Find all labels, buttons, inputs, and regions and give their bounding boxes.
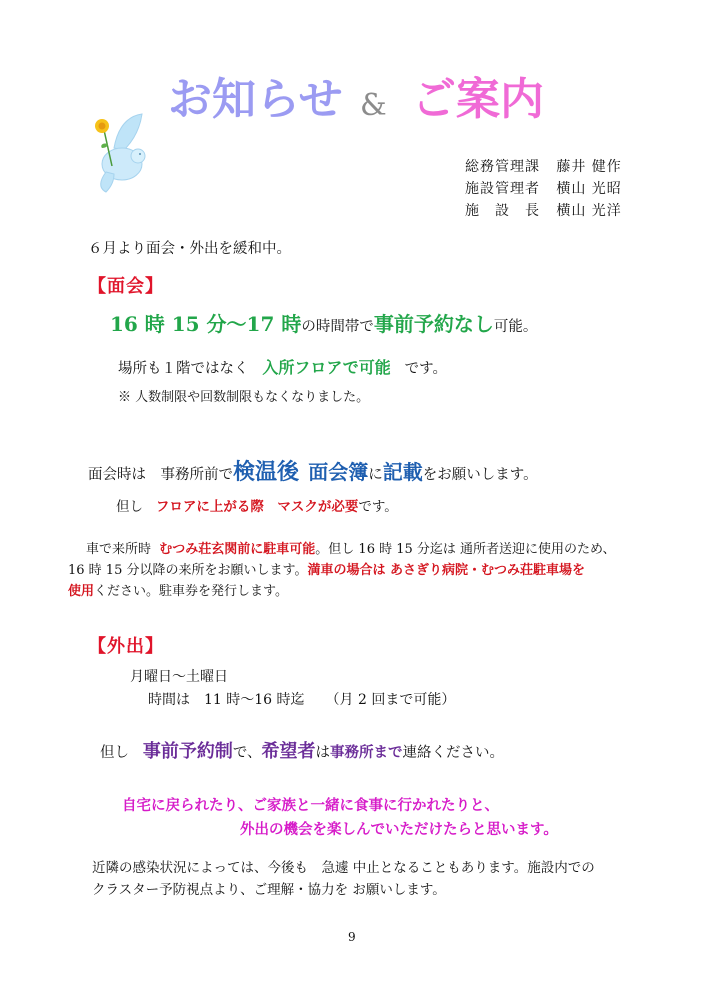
- staff-name: 藤井 健作: [556, 159, 622, 175]
- dove-with-flower-icon: [84, 108, 156, 194]
- title-left: お知らせ: [168, 74, 343, 125]
- visit-car-p1: 車で来所時: [86, 542, 152, 557]
- visit-time-line: [110, 314, 537, 337]
- staff-row: [465, 200, 622, 222]
- visit-car-h2: 満車の場合は あさぎり病院・むつみ荘駐車場を: [307, 563, 585, 578]
- visit-req-suffix: をお願いします。: [422, 467, 538, 483]
- visit-place-prefix: 場所も１階ではなく: [118, 361, 249, 377]
- visit-car-line-1: [86, 540, 616, 560]
- visit-mask-line: [116, 497, 398, 517]
- visit-car-p4: ください。駐車券を発行します。: [94, 584, 288, 599]
- visit-possible: 可能。: [493, 319, 538, 335]
- outing-cond-suffix: 連絡ください。: [402, 745, 505, 761]
- title-right: ご案内: [412, 74, 544, 125]
- visit-heading: 【面会】: [88, 276, 164, 297]
- visit-no-reservation: 事前予約なし: [373, 312, 494, 336]
- visit-mask-highlight: フロアに上がる際 マスクが必要: [155, 499, 359, 515]
- closing-line-1: 近隣の感染状況によっては、今後も 急遽 中止となることもあります。施設内での: [92, 860, 595, 876]
- visit-req-kenon: 検温後: [233, 459, 300, 485]
- visit-car-line-2: [68, 561, 585, 581]
- visit-req-book: 面会簿: [308, 460, 369, 484]
- visit-place-suffix: です。: [404, 361, 447, 377]
- staff-name: 横山 光昭: [556, 181, 622, 197]
- visit-car-h3: 使用: [68, 584, 95, 599]
- visit-time-range: 16 時 15 分～17 時: [110, 312, 302, 336]
- visit-req-ni: に: [368, 467, 383, 483]
- visit-car-p3: 16 時 15 分以降の来所をお願いします。: [68, 563, 308, 578]
- visit-place-line: [118, 358, 447, 379]
- staff-name: 横山 光洋: [556, 203, 622, 219]
- visit-req-kisai: 記載: [382, 460, 423, 484]
- intro-text: ６月より面会・外出を緩和中。: [88, 241, 291, 257]
- outing-cond-reserve: 事前予約制: [142, 741, 233, 762]
- outing-heading: 【外出】: [88, 636, 164, 657]
- staff-role: 施設管理者: [465, 181, 540, 197]
- outing-condition-line: [100, 742, 504, 763]
- visit-req-prefix: 面会時は 事務所前で: [88, 467, 233, 483]
- staff-role: 総務管理課: [465, 159, 540, 175]
- staff-role: 施 設 長: [465, 203, 540, 219]
- visit-place-highlight: 入所フロアで可能: [262, 358, 391, 377]
- outing-message-1: 自宅に戻られたり、ご家族と一緒に食事に行かれたりと、: [122, 797, 499, 814]
- visit-mask-suffix: です。: [358, 499, 398, 515]
- visit-car-line-3: [68, 582, 288, 602]
- visit-time-suffix: の時間帯で: [301, 319, 374, 335]
- page-number: 9: [348, 930, 356, 944]
- outing-cond-de: で、: [232, 745, 262, 761]
- outing-message-2: 外出の機会を楽しんでいただけたらと思います。: [240, 821, 558, 838]
- staff-row: [465, 178, 622, 200]
- visit-note: ※ 人数制限や回数制限もなくなりました。: [118, 390, 370, 405]
- closing-line-2: クラスター予防視点より、ご理解・協力を お願いします。: [92, 882, 446, 898]
- outing-cond-office: 事務所まで: [330, 744, 403, 761]
- outing-hours: 時間は 11 時～16 時迄 （月 2 回まで可能）: [148, 692, 456, 708]
- visit-request-line: [88, 459, 538, 485]
- outing-cond-applicant: 希望者: [261, 741, 316, 762]
- visit-car-p2: 。但し 16 時 15 分迄は 通所者送迎に使用のため、: [315, 542, 616, 557]
- outing-cond-prefix: 但し: [100, 745, 129, 761]
- staff-row: [465, 156, 622, 178]
- outing-cond-ha: は: [315, 745, 331, 761]
- visit-mask-prefix: 但し: [116, 499, 143, 515]
- visit-car-h1: むつみ荘玄関前に駐車可能: [159, 542, 316, 557]
- outing-days: 月曜日～土曜日: [130, 669, 228, 685]
- title-ampersand: &: [360, 88, 387, 123]
